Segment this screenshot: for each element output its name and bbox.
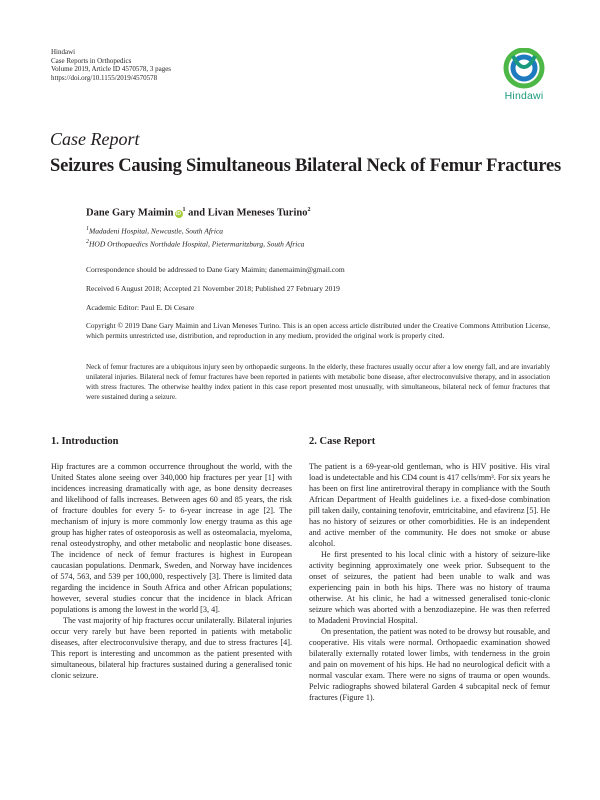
academic-editor: Academic Editor: Paul E. Di Cesare [86, 303, 195, 312]
author-line [86, 207, 310, 219]
publication-dates: Received 6 August 2018; Accepted 21 November 2018; Published 27 February 2019 [86, 284, 340, 293]
article-title: Seizures Causing Simultaneous Bilateral Neck of Femur Fractures [50, 156, 562, 176]
case-report-column [309, 461, 550, 703]
hindawi-logo-icon [497, 48, 551, 90]
paragraph: He first presented to his local clinic with a history of seizure-like activity beginning approximately one week prior. Subsequent to the onset of seizures, the patient had been unable to walk and was experiencing pain in both his hips. There was no history of trauma otherwise. At his clinic, he had a witnessed generalised tonic-clonic seizure which was aborted with a benzodiazepine. He was then referred to Madadeni Provincial Hospital. [309, 550, 550, 625]
document-type: Case Report [50, 129, 140, 149]
section-heading-case-report: 2. Case Report [309, 436, 376, 447]
journal-header [51, 48, 171, 82]
doi-link[interactable]: https://doi.org/10.1155/2019/4570578 [51, 73, 158, 82]
author-connector: and [188, 207, 206, 219]
author-affiliation-mark: 1 [182, 207, 186, 213]
orcid-icon[interactable]: iD [176, 210, 181, 217]
publisher-name: Hindawi [51, 48, 76, 56]
author-name: Livan Meneses Turino [207, 207, 308, 219]
journal-name: Case Reports in Orthopedics [51, 56, 132, 65]
affiliation: $^1$Madadeni Hospital, Newcastle, South Africa [86, 226, 224, 236]
volume-info: Volume 2019, Article ID 4570578, 3 pages [51, 65, 172, 74]
hindawi-logo-text: Hindawi [504, 90, 544, 102]
paragraph: On presentation, the patient was noted to be drowsy but rousable, and cooperative. His vitals were normal. Orthopaedic examination showed bilaterally externally rotated lower limbs, with tenderness in the groin and pain on movement of his hips. He had no neurological deficit with a normal vascular exam. There were no signs of trauma or open wounds. Pelvic radiographs showed bilateral Garden 4 subcapital neck of femur fractures (Figure 1). [309, 627, 550, 702]
paragraph: The patient is a 69-year-old gentleman, who is HIV positive. His viral load is undetectable and his CD4 count is 417 cells/mm³. For six years he has been on first line antiretroviral therapy in compliance with the South African Department of Health guidelines i.e. a fixed-dose combination pill taken daily, containing tenofovir, emtricitabine, and efavirenz [5]. He has no history of seizures or other comorbidities. He is an independent and active member of the community. He does not smoke or abuse alcohol. [309, 462, 550, 548]
section-heading-introduction: 1. Introduction [51, 436, 119, 447]
copyright-notice: Copyright © 2019 Dane Gary Maimin and Livan Meneses Turino. This is an open access article distributed under the Creative Commons Attribution License, which permits unrestricted use, distribution, and reproduction in any medium, provided the original work is properly cited. [86, 321, 550, 341]
paragraph: The vast majority of hip fractures occur unilaterally. Bilateral injuries occur very rarely but have been reported in patients with metabolic diseases, after electroconvulsive therapy, and due to stress fractures [4]. This report is interesting and uncommon as the patient presented with simultaneous, bilateral hip fractures sustained during a generalised tonic clonic seizure. [51, 616, 292, 680]
affiliation: $^2$HOD Orthopaedics Northdale Hospital, Pietermaritzburg, South Africa [86, 239, 305, 249]
hindawi-logo [497, 48, 551, 104]
abstract: Neck of femur fractures are a ubiquitous injury seen by orthopaedic surgeons. In the elderly, these fractures usually occur after a low energy fall, and are invariably unilateral injuries. Bilateral neck of femur fractures have been reported in patients with metabolic bone disease, after electroconvulsive therapy, and in association with stress fractures. The otherwise healthy index patient in this case report presented most unusually, with simultaneous, bilateral neck of femur fractures that were sustained during a seizure. [86, 363, 550, 402]
author-affiliation-mark: 2 [307, 207, 311, 213]
introduction-column [51, 461, 292, 681]
correspondence-note: Correspondence should be addressed to Dane Gary Maimin; danemaimin@gmail.com [86, 265, 345, 274]
paragraph: Hip fractures are a common occurrence throughout the world, with the United States alone seeing over 340,000 hip fractures per year [1] with incidences increasing dramatically with age, as bone density decreases and likelihood of falls increases. Between ages 60 and 85 years, the risk of fracture doubles for every 5- to 6-year increase in age [2]. The mechanism of injury is more commonly low energy trauma as this age group has higher rates of osteoporosis as well as osteomalacia, myeloma, renal osteodystrophy, and other metabolic and neoplastic bone diseases. The incidence of neck of femur fractures is highest in European caucasian populations. Denmark, Sweden, and Norway have incidences of 574, 563, and 539 per 100,000, respectively [3]. There is limited data regarding the incidence in South Africa and other African populations; however, several studies concur that the incidence in black African populations is among the lowest in the world [3, 4]. [51, 462, 292, 614]
author-name: Dane Gary Maimin [86, 207, 174, 219]
